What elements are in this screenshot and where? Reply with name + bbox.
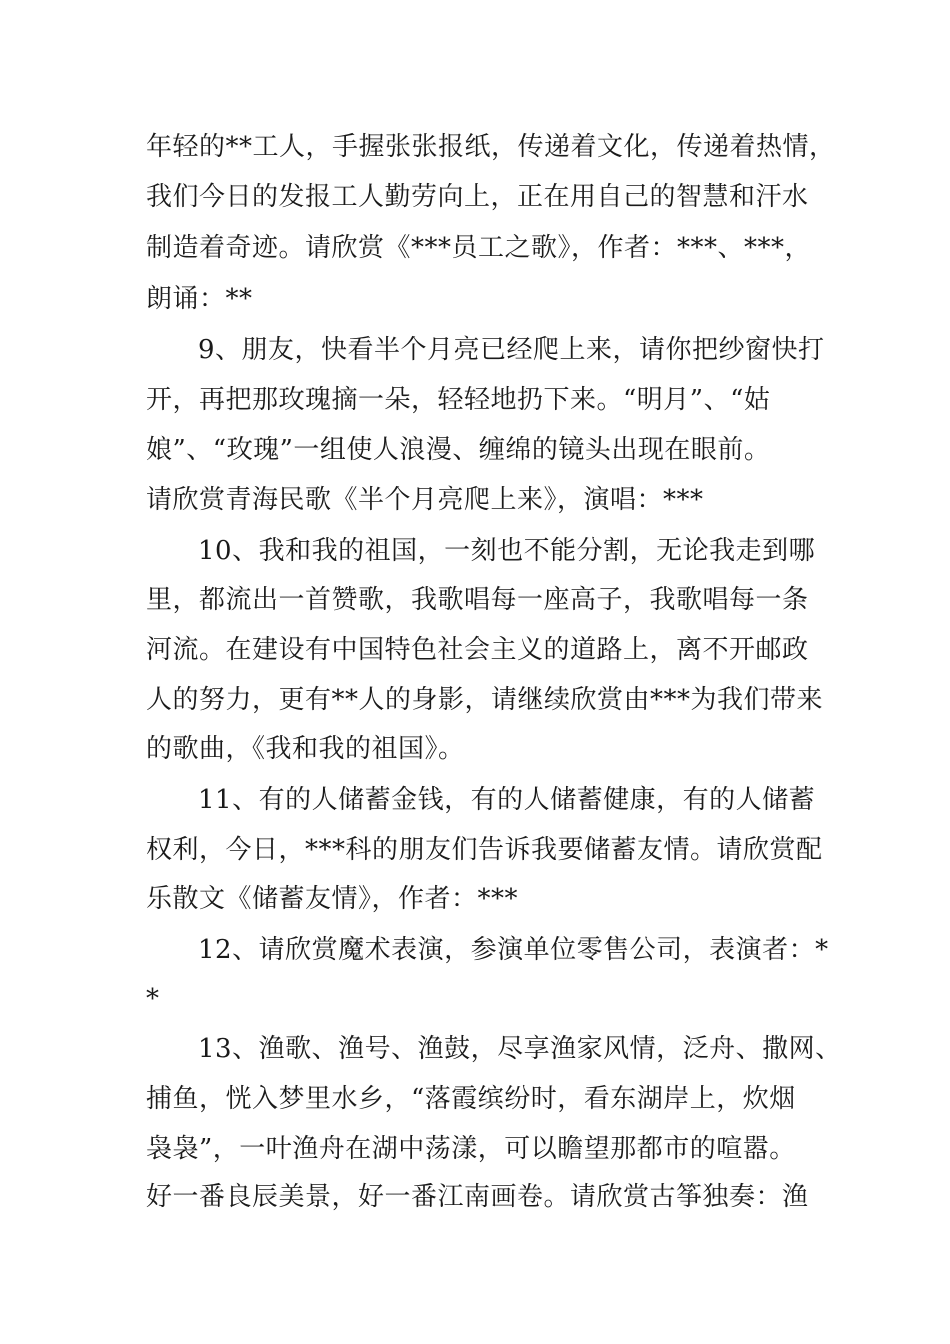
text-line: * xyxy=(146,984,160,1014)
text-line: 开，再把那玫瑰摘一朵，轻轻地扔下来。“明月”、“姑 xyxy=(146,385,771,415)
paragraph-9-start: 9、朋友，快看半个月亮已经爬上来，请你把纱窗快打 xyxy=(198,335,825,365)
text-line: 人的努力，更有**人的身影，请继续欣赏由***为我们带来 xyxy=(146,685,824,715)
text-line: 请欣赏青海民歌《半个月亮爬上来》，演唱：*** xyxy=(146,485,704,515)
text-line: 我们今日的发报工人勤劳向上，正在用自己的智慧和汗水 xyxy=(146,182,809,212)
paragraph-13-start: 13、渔歌、渔号、渔鼓，尽享渔家风情，泛舟、撒网、 xyxy=(198,1034,842,1064)
text-line: 好一番良辰美景，好一番江南画卷。请欣赏古筝独奏：渔 xyxy=(146,1182,809,1212)
text-line: 制造着奇迹。请欣赏《***员工之歌》，作者：***、***， xyxy=(146,233,812,263)
text-line: 捕鱼，恍入梦里水乡，“落霞缤纷时，看东湖岸上，炊烟 xyxy=(146,1084,796,1114)
text-line: 朗诵：** xyxy=(146,284,253,314)
text-line: 里，都流出一首赞歌，我歌唱每一座高子，我歌唱每一条 xyxy=(146,585,809,615)
text-line: 娘”、“玫瑰”一组使人浪漫、缠绵的镜头出现在眼前。 xyxy=(146,435,771,465)
paragraph-12-start: 12、请欣赏魔术表演，参演单位零售公司，表演者：* xyxy=(198,935,829,965)
text-line: 年轻的**工人，手握张张报纸，传递着文化，传递着热情， xyxy=(146,132,836,162)
text-line: 权利，今日，***科的朋友们告诉我要储蓄友情。请欣赏配 xyxy=(146,835,823,865)
paragraph-10-start: 10、我和我的祖国，一刻也不能分割，无论我走到哪 xyxy=(198,536,816,566)
text-line: 乐散文《储蓄友情》，作者：*** xyxy=(146,884,519,914)
text-line: 的歌曲，《我和我的祖国》。 xyxy=(146,734,465,764)
paragraph-11-start: 11、有的人储蓄金钱，有的人储蓄健康，有的人储蓄 xyxy=(198,785,816,815)
text-line: 袅袅”，一叶渔舟在湖中荡漾，可以瞻望那都市的喧嚣。 xyxy=(146,1134,796,1164)
text-line: 河流。在建设有中国特色社会主义的道路上，离不开邮政 xyxy=(146,635,809,665)
